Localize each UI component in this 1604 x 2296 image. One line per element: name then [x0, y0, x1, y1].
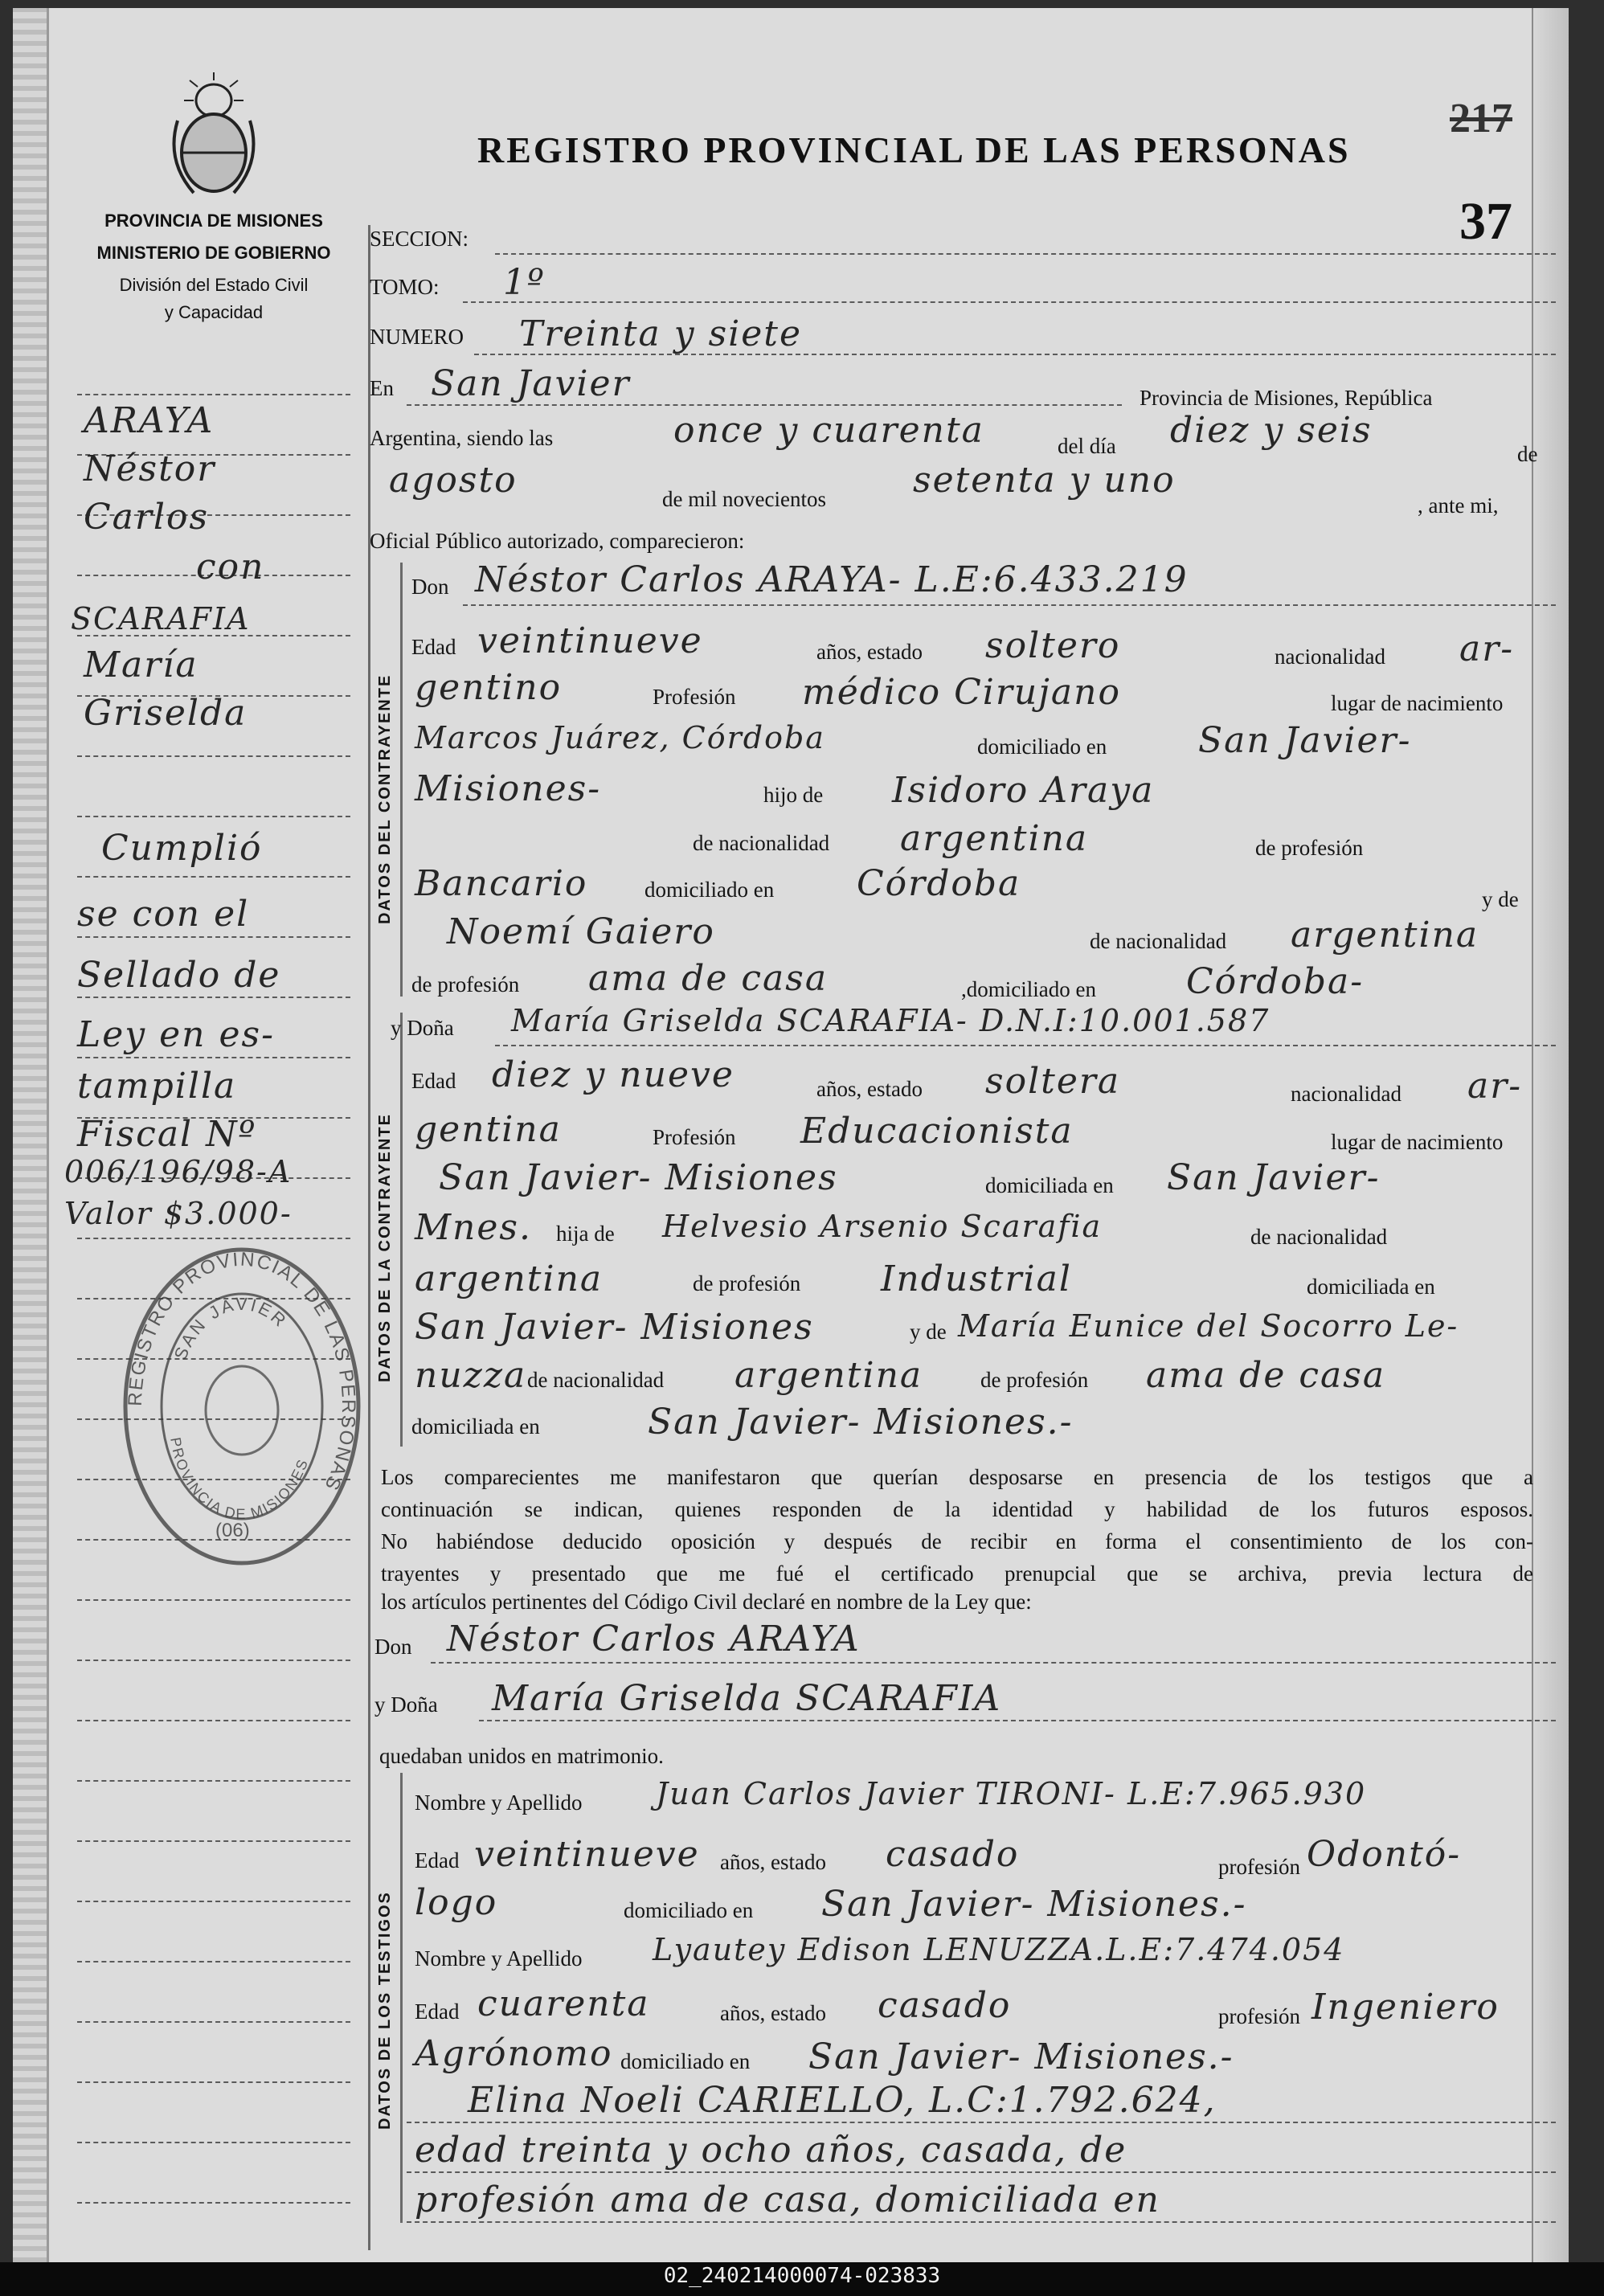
bride-mother-nat: argentina — [734, 1355, 923, 1396]
groom-father-dom: Córdoba — [857, 863, 1021, 904]
stamp-outer-text: REGISTRO PROVINCIAL DE LAS PERSONAS — [124, 1248, 360, 1495]
groom-side-label: DATOS DEL CONTRAYENTE — [376, 673, 394, 924]
stamp-lower-text: PROVINCIA DE MISIONES — [167, 1436, 312, 1523]
bride-nat-b: gentina — [415, 1109, 562, 1150]
bride-prof-label: Profesión — [653, 1125, 736, 1149]
margin-name-2a: María — [84, 645, 198, 686]
groom-mother-nat-label: de nacionalidad — [1090, 929, 1227, 953]
bride-birthplace: San Javier- Misiones — [439, 1157, 838, 1198]
w2-prof-a: Ingeniero — [1311, 1987, 1500, 2028]
fiscal-note-5: tampilla — [77, 1066, 237, 1107]
groom-profession: médico Cirujano — [802, 672, 1121, 713]
w2-name-label: Nombre y Apellido — [415, 1946, 583, 1971]
w1-status: casado — [886, 1834, 1020, 1875]
bride-father-dom-label: domiciliada en — [1307, 1275, 1435, 1299]
del-dia-label: del día — [1058, 434, 1116, 458]
groom-name: Néstor Carlos ARAYA- L.E:6.433.219 — [475, 559, 1189, 600]
w2-name: Lyautey Edison LENUZZA.L.E:7.474.054 — [653, 1932, 1345, 1967]
bride-dona-label: y Doña — [391, 1016, 454, 1040]
bride-nat-label: nacionalidad — [1291, 1082, 1401, 1106]
numero-value: Treinta y siete — [519, 313, 802, 354]
w2-edad-label: Edad — [415, 1999, 460, 2024]
decl-dona-label: y Doña — [374, 1692, 438, 1717]
groom-domicile-b: Misiones- — [415, 768, 602, 809]
bride-status: soltera — [985, 1061, 1121, 1102]
groom-father-dom-label: domiciliado en — [644, 878, 775, 902]
bride-edad-label: Edad — [411, 1069, 456, 1093]
svg-text:SAN JAVIER — [170, 1294, 292, 1363]
groom-hijo-label: hijo de — [763, 783, 824, 807]
groom-mother-dom-label: ,domiciliado en — [961, 977, 1096, 1001]
fiscal-note-8: Valor $3.000- — [64, 1196, 293, 1231]
groom-estado-label: años, estado — [816, 640, 923, 664]
org-province: PROVINCIA DE MISIONES — [104, 211, 323, 231]
margin-name-2b: Griselda — [84, 693, 248, 734]
de-label: de — [1517, 442, 1538, 466]
stamp-code: (06) — [215, 1520, 250, 1541]
w2-estado-label: años, estado — [720, 2001, 826, 2025]
bride-mother-a: María Eunice del Socorro Le- — [958, 1308, 1459, 1344]
groom-father-nat: argentina — [900, 818, 1089, 859]
witnesses-side-label: DATOS DE LOS TESTIGOS — [376, 1891, 394, 2130]
declaration-line-2: continuación se indican, quienes responden de la identidad y habilidad de los futuros esposos. — [381, 1497, 1533, 1521]
book-binding — [13, 8, 49, 2262]
groom-mother: Noemí Gaiero — [447, 911, 715, 952]
w2-prof-b: Agrónomo — [415, 2033, 613, 2074]
fiscal-note-3: Sellado de — [77, 955, 281, 996]
w3-line-1: Elina Noeli CARIELLO, L.C:1.792.624, — [468, 2080, 1217, 2121]
en-label: En — [370, 376, 394, 400]
declaration-line-3: No habiéndose deducido oposición y después de recibir en forma el consentimiento de los con- — [381, 1529, 1533, 1553]
groom-nat-label: nacionalidad — [1275, 645, 1385, 669]
fiscal-note-4: Ley en es- — [77, 1014, 275, 1055]
groom-nat-b: gentino — [415, 667, 563, 708]
groom-domicile-a: San Javier- — [1198, 720, 1412, 761]
groom-status: soltero — [985, 625, 1121, 666]
fiscal-note-7: 006/196/98-A — [64, 1154, 293, 1189]
bride-mother-dom-label: domiciliada en — [411, 1414, 540, 1439]
margin-name-1a: Néstor — [84, 448, 216, 489]
w2-status: casado — [878, 1985, 1012, 2026]
w2-domicile: San Javier- Misiones.- — [808, 2036, 1234, 2077]
w1-prof-b: logo — [415, 1882, 498, 1923]
anio-value: setenta y uno — [913, 460, 1176, 501]
w1-name-label: Nombre y Apellido — [415, 1791, 583, 1815]
fiscal-note-2: se con el — [77, 894, 250, 935]
groom-father-prof-label: de profesión — [1255, 836, 1364, 860]
org-capacity: y Capacidad — [164, 302, 264, 322]
org-ministry: MINISTERIO DE GOBIERNO — [96, 243, 331, 263]
w1-prof-label: profesión — [1218, 1855, 1300, 1879]
en-value: San Javier — [431, 363, 631, 404]
oficial-label: Oficial Público autorizado, comparecieron: — [370, 529, 745, 553]
groom-age: veintinueve — [477, 620, 703, 661]
numero-label: NUMERO — [370, 325, 464, 349]
groom-mother-prof: ama de casa — [588, 958, 829, 999]
groom-birthplace: Marcos Juárez, Córdoba — [415, 720, 825, 755]
declaration-line-1: Los comparecientes me manifestaron que querían desposarse en presencia de los testigos que a — [381, 1465, 1533, 1489]
svg-text:PROVINCIA DE MISIONES — [167, 1436, 311, 1522]
groom-edad-label: Edad — [411, 635, 456, 659]
w1-age: veintinueve — [474, 1834, 700, 1875]
bride-mother-dom: San Javier- Misiones.- — [648, 1402, 1074, 1443]
bride-mother-prof-label: de profesión — [980, 1368, 1089, 1392]
svg-text:REGISTRO PROVINCIAL DE LAS PER — [125, 1249, 359, 1495]
groom-mother-dom: Córdoba- — [1186, 961, 1365, 1002]
bride-lugar-label: lugar de nacimiento — [1331, 1130, 1504, 1154]
groom-don-label: Don — [411, 575, 449, 599]
bride-father-nat-label: de nacionalidad — [1250, 1225, 1388, 1249]
margin-name-1b: Carlos — [84, 497, 210, 538]
decl-don-label: Don — [374, 1635, 412, 1659]
hora-value: once y cuarenta — [673, 410, 984, 451]
bride-father-nat: argentina — [415, 1259, 604, 1299]
stamp-inner-text: SAN JAVIER — [170, 1293, 292, 1363]
declaration-line-5: los artículos pertinentes del Código Civil declaré en nombre de la Ley que: — [381, 1590, 1032, 1614]
w2-prof-label: profesión — [1218, 2004, 1300, 2028]
dia-value: diez y seis — [1170, 410, 1373, 451]
groom-father-prof: Bancario — [415, 863, 588, 904]
bride-name: María Griselda SCARAFIA- D.N.I:10.001.587 — [511, 1003, 1271, 1038]
bride-nat-a: ar- — [1467, 1066, 1523, 1107]
de-mil-label: de mil novecientos — [662, 487, 826, 511]
register-page — [13, 8, 1569, 2262]
margin-surname-1: ARAYA — [84, 400, 215, 441]
tomo-value: 1º — [503, 262, 546, 303]
w3-line-3: profesión ama de casa, domiciliada en — [415, 2179, 1160, 2220]
groom-dom-label: domiciliado en — [977, 735, 1107, 759]
page-edge — [1532, 8, 1569, 2262]
bride-side-label: DATOS DE LA CONTRAYENTE — [376, 1113, 394, 1382]
bride-domicile-b: Mnes. — [415, 1207, 532, 1248]
w1-domicile: San Javier- Misiones.- — [821, 1884, 1247, 1925]
groom-nat-a: ar- — [1459, 628, 1515, 669]
decl-dona-name: María Griselda SCARAFIA — [492, 1678, 1002, 1719]
old-page-number: 217 — [1450, 96, 1512, 141]
bride-mother-prof: ama de casa — [1146, 1355, 1386, 1396]
bride-mother-nat-label: de nacionalidad — [527, 1368, 665, 1392]
tomo-label: TOMO: — [370, 275, 440, 299]
groom-father: Isidoro Araya — [892, 770, 1155, 811]
bride-mother-b: nuzza — [415, 1355, 527, 1396]
bride-father-prof: Industrial — [881, 1259, 1072, 1299]
bride-y-de-label: y de — [910, 1320, 947, 1344]
page-number: 37 — [1459, 192, 1512, 251]
groom-mother-nat: argentina — [1291, 915, 1479, 956]
groom-y-de-label: y de — [1482, 887, 1519, 911]
scan-id: 02_240214000074-023833 — [663, 2264, 941, 2288]
bride-profession: Educacionista — [800, 1111, 1074, 1152]
bride-age: diez y nueve — [492, 1054, 734, 1095]
bride-hija-label: hija de — [556, 1222, 615, 1246]
argentina-label: Argentina, siendo las — [370, 426, 554, 450]
bride-domicile-a: San Javier- — [1167, 1157, 1381, 1198]
fiscal-note-6: Fiscal Nº — [77, 1114, 257, 1155]
registry-stamp-icon — [109, 1238, 374, 1575]
seccion-label: SECCION: — [370, 227, 469, 251]
groom-mother-prof-label: de profesión — [411, 972, 520, 997]
w1-prof-a: Odontó- — [1307, 1834, 1462, 1875]
w1-estado-label: años, estado — [720, 1850, 826, 1874]
ante-mi-label: , ante mi, — [1418, 493, 1499, 518]
fiscal-note-1: Cumplió — [101, 828, 263, 869]
page-title: REGISTRO PROVINCIAL DE LAS PERSONAS — [477, 129, 1351, 170]
decl-closing: quedaban unidos en matrimonio. — [379, 1744, 664, 1768]
bride-father-dom: San Javier- Misiones — [415, 1307, 814, 1348]
w1-edad-label: Edad — [415, 1848, 460, 1872]
coat-of-arms-icon — [162, 72, 266, 201]
margin-con: con — [196, 546, 265, 587]
w3-line-2: edad treinta y ocho años, casada, de — [415, 2130, 1127, 2171]
bride-dom-label: domiciliada en — [985, 1173, 1114, 1197]
provincia-label: Provincia de Misiones, República — [1140, 386, 1433, 410]
w2-age: cuarenta — [477, 1983, 650, 2024]
margin-surname-2: SCARAFIA — [71, 601, 251, 636]
w1-dom-label: domiciliado en — [624, 1898, 754, 1922]
w1-name: Juan Carlos Javier TIRONI- L.E:7.965.930 — [656, 1776, 1367, 1811]
org-division: División del Estado Civil — [119, 275, 309, 295]
groom-lugar-label: lugar de nacimiento — [1331, 691, 1504, 715]
bride-father: Helvesio Arsenio Scarafia — [662, 1209, 1103, 1244]
groom-prof-label: Profesión — [653, 685, 736, 709]
decl-don-name: Néstor Carlos ARAYA — [447, 1619, 861, 1660]
bride-father-prof-label: de profesión — [693, 1271, 801, 1295]
w2-dom-label: domiciliado en — [620, 2049, 751, 2073]
bride-estado-label: años, estado — [816, 1077, 923, 1101]
mes-value: agosto — [389, 460, 518, 501]
declaration-line-4: trayentes y presentado que me fué el certificado prenupcial que se archiva, previa lectura de — [381, 1561, 1533, 1586]
groom-father-nat-label: de nacionalidad — [693, 831, 830, 855]
